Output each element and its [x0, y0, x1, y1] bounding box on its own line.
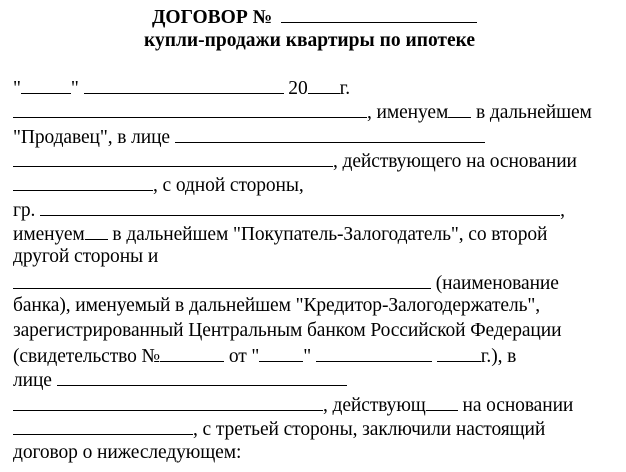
- heading-text: ДОГОВОР №: [152, 7, 273, 28]
- seller-suffix-field[interactable]: [448, 99, 471, 118]
- certificate-day-field[interactable]: [259, 343, 303, 362]
- bank-line: (наименование: [13, 270, 559, 296]
- bank-suffix-field[interactable]: [426, 392, 458, 411]
- bank-side-line: , с третьей стороны, заключили настоящий: [13, 416, 545, 442]
- bank-representative-field[interactable]: [57, 367, 347, 386]
- seller-basis-field[interactable]: [13, 172, 153, 191]
- buyer-designation-line: именуем в дальнейшем "Покупатель-Залогодатель", со второй: [13, 221, 547, 247]
- certificate-line: (свидетельство № от " " г.), в: [13, 343, 516, 369]
- contract-subtitle: купли-продажи квартиры по ипотеке: [144, 30, 476, 51]
- bank-representative-line: лице: [13, 367, 347, 393]
- year-field[interactable]: [308, 75, 340, 94]
- bank-basis-field[interactable]: [13, 416, 193, 435]
- buyer-line: гр. ,: [13, 197, 565, 223]
- bank-designation-line: банка), именуемый в дальнейшем "Кредитор-Залогодержатель",: [13, 295, 541, 316]
- other-side-line: другой стороны и: [13, 246, 159, 267]
- agreement-line: договор о нижеследующем:: [13, 442, 242, 463]
- bank-registration-line: зарегистрированный Центральным банком Российской Федерации: [13, 320, 562, 341]
- seller-line: , именуем в дальнейшем: [13, 99, 592, 125]
- seller-representative-field-cont[interactable]: [13, 148, 333, 167]
- bank-representative-field-cont[interactable]: [13, 392, 323, 411]
- seller-side-line: , с одной стороны,: [13, 172, 304, 198]
- contract-number-field[interactable]: [281, 4, 477, 23]
- seller-basis-line: , действующего на основании: [13, 148, 577, 174]
- seller-representative-field[interactable]: [175, 124, 485, 143]
- buyer-name-field[interactable]: [40, 197, 560, 216]
- bank-basis-line: , действующ на основании: [13, 392, 573, 418]
- seller-name-field[interactable]: [13, 99, 367, 118]
- certificate-number-field[interactable]: [160, 343, 224, 362]
- month-field[interactable]: [84, 75, 284, 94]
- buyer-suffix-field[interactable]: [85, 221, 108, 240]
- certificate-month-field[interactable]: [316, 343, 432, 362]
- date-line: " " 20 г.: [13, 75, 350, 101]
- seller-representative-line: "Продавец", в лице: [13, 124, 485, 150]
- day-field[interactable]: [21, 75, 71, 94]
- bank-name-field[interactable]: [13, 270, 431, 289]
- certificate-year-field[interactable]: [437, 343, 481, 362]
- contract-heading: [152, 4, 477, 30]
